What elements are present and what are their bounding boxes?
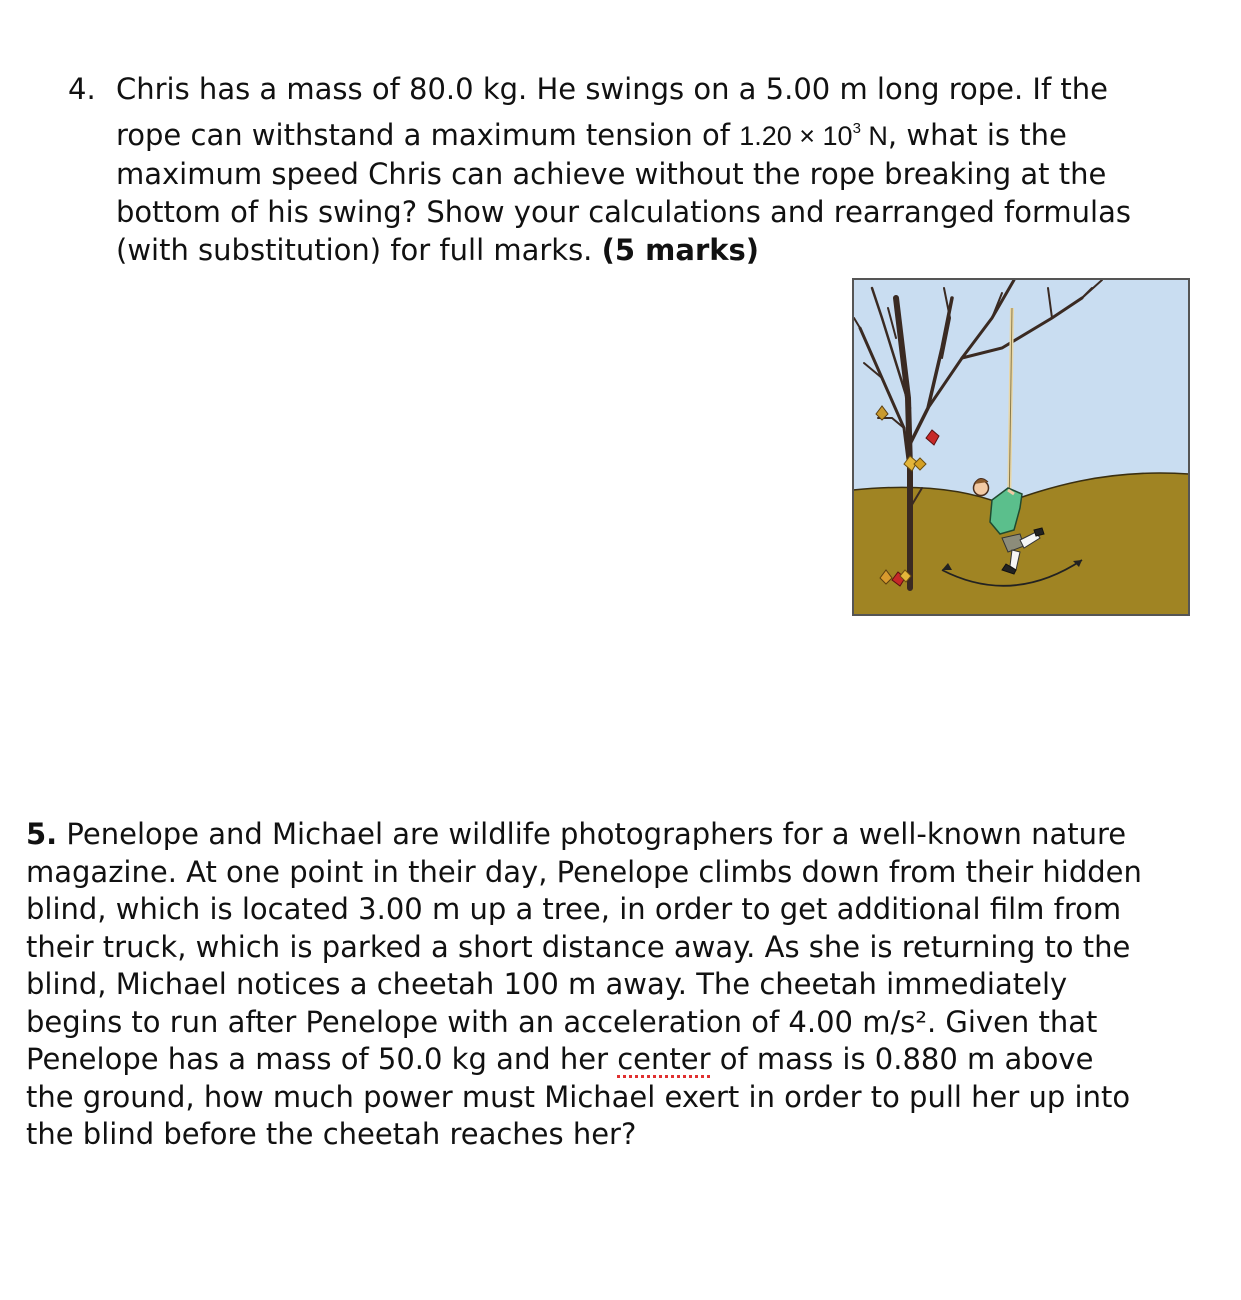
question-4-line-4: bottom of his swing? Show your calculations and rearranged formulas [116,195,1131,229]
tension-exponent: 3 [852,120,861,137]
question-4-line-2-text: rope can withstand a maximum tension of [116,118,740,152]
question-4-line-1-text: Chris has a mass of 80.0 kg. He swings on a 5.00 m long rope. If the [116,72,1109,106]
rope-swing-figure [852,278,1190,616]
question-5-line-4: their truck, which is parked a short distance away. As she is returning to the [26,929,1131,964]
question-4-line-1 [68,70,1188,110]
question-4-line-2-end: , what is the [887,118,1067,152]
question-5-line-9: the blind before the cheetah reaches her? [26,1117,637,1151]
question-5-line-7 [26,1041,1206,1079]
question-5-line-5: blind, Michael notices a cheetah 100 m away. The cheetah immediately [26,967,1068,1001]
question-4-line-5-text: (with substitution) for full marks. [116,233,602,267]
question-5-line-7-end: of mass is 0.880 m above [710,1042,1094,1076]
tension-value [739,121,888,151]
question-5-line-8: the ground, how much power must Michael exert in order to pull her up into [26,1079,1131,1114]
question-5-line-2: magazine. At one point in their day, Penelope climbs down from their hidden [26,854,1142,889]
tension-unit: N [868,121,888,151]
question-4-marks: (5 marks) [601,233,760,267]
question-4 [68,70,1188,269]
spellcheck-flagged-word[interactable]: center [617,1042,711,1076]
question-5-line-3: blind, which is located 3.00 m up a tree, in order to get additional film from [26,892,1122,926]
question-5-line-6: begins to run after Penelope with an acceleration of 4.00 m/s². Given that [26,1004,1098,1039]
question-5-line-1-text: Penelope and Michael are wildlife photographers for a well-known nature [57,817,1127,851]
question-4-line-5 [116,231,1188,269]
question-4-line-2 [116,116,1188,155]
question-4-body [116,116,1188,269]
question-5-line-7-text: Penelope has a mass of 50.0 kg and her [26,1042,618,1076]
question-5-number: 5. [26,817,58,851]
question-5 [26,816,1206,1154]
question-4-line-3: maximum speed Chris can achieve without the rope breaking at the [116,157,1107,191]
question-5-line-1 [26,816,1206,854]
rope-swing-illustration [852,278,1190,616]
tension-mantissa: 1.20 × 10 [739,121,853,151]
question-4-number: 4. [68,72,96,106]
